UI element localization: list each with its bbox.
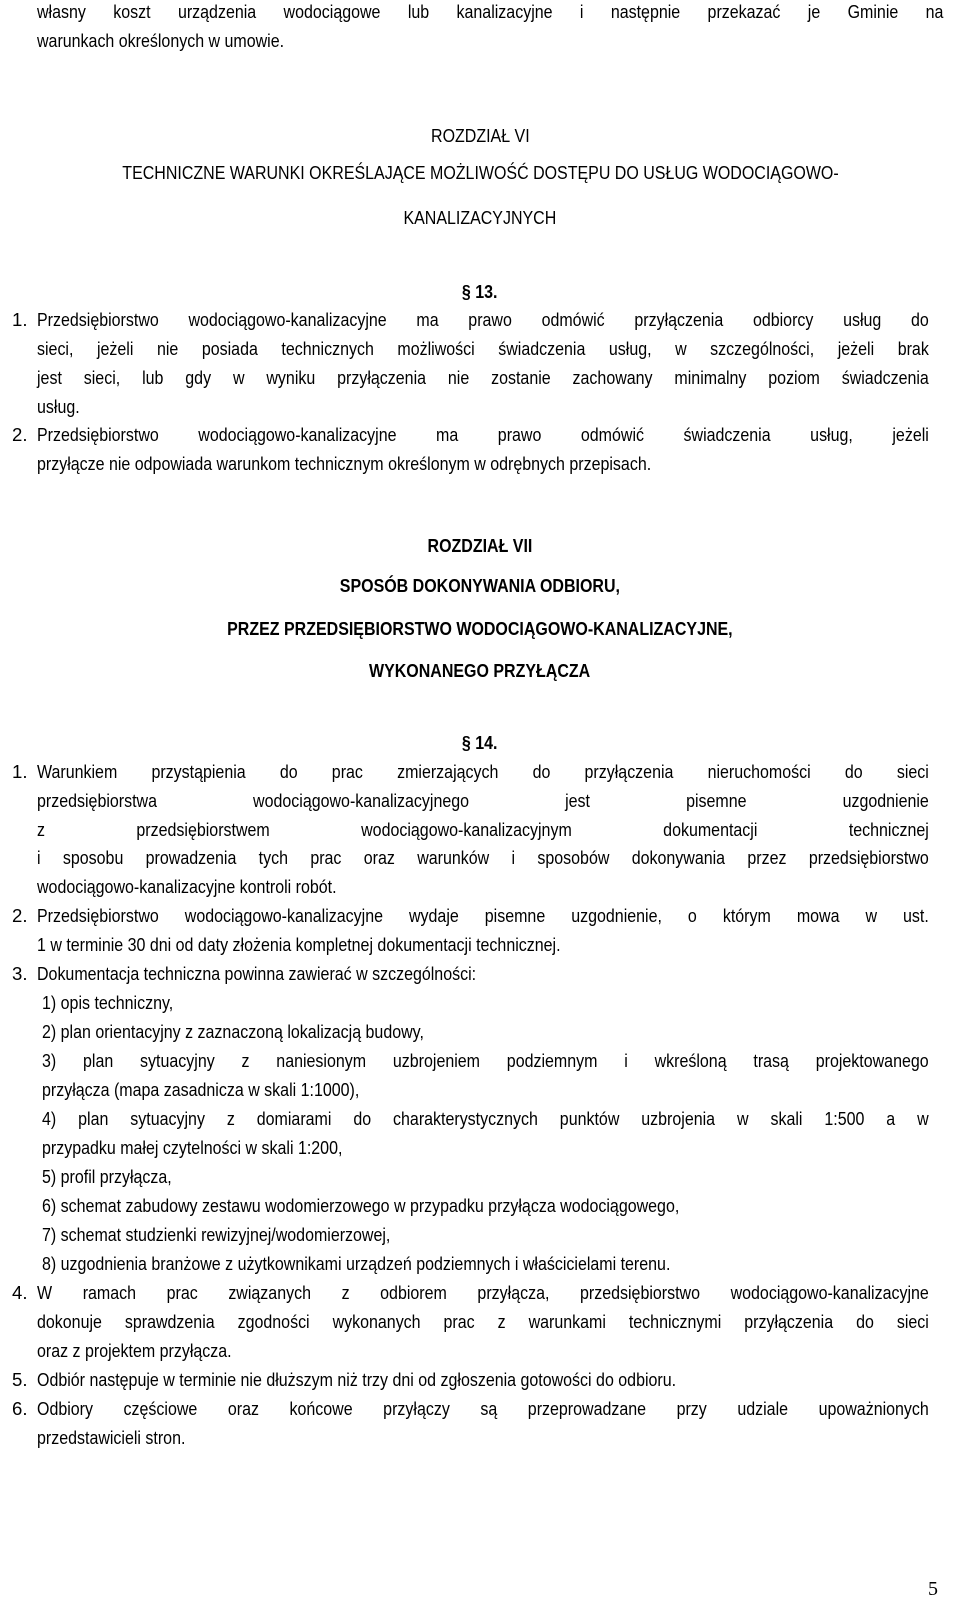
section-14-heading: § 14. <box>462 732 498 753</box>
section-14-para-1-line-5: wodociągowo-kanalizacyjne kontroli robót. <box>37 876 337 897</box>
list-item: 1) opis techniczny, <box>42 992 174 1013</box>
section-13-para-1-line-3: jest sieci, lub gdy w wyniku przyłączenia nie zostanie zachowany minimalny poziom świadczenia <box>37 367 929 388</box>
section-14-para-3-text: Dokumentacja techniczna powinna zawierać w szczególności: <box>37 963 477 984</box>
section-14-para-2-line-2: 1 w terminie 30 dni od daty złożenia kompletnej dokumentacji technicznej. <box>37 934 561 955</box>
section-14-para-4-line-2: dokonuje sprawdzenia zgodności wykonanych prac z warunkami technicznymi przyłączenia do sieci <box>37 1311 929 1332</box>
section-13-para-2-line-1: Przedsiębiorstwo wodociągowo-kanalizacyjne ma prawo odmówić świadczenia usług, jeżeli <box>37 424 929 445</box>
intro-line-1: własny koszt urządzenia wodociągowe lub kanalizacyjne i następnie przekazać je Gminie na <box>37 1 944 22</box>
list-item: 5) profil przyłącza, <box>42 1166 172 1187</box>
list-item: 8) uzgodnienia branżowe z użytkownikami urządzeń podziemnych i właścicielami terenu. <box>42 1253 671 1274</box>
chapter-7-title-line-2: PRZEZ PRZEDSIĘBIORSTWO WODOCIĄGOWO-KANALIZACYJNE, <box>227 618 733 639</box>
list-item-continuation: przyłącza (mapa zasadnicza w skali 1:1000), <box>42 1079 360 1100</box>
section-14-para-1-line-4: i sposobu prowadzenia tych prac oraz warunków i sposobów dokonywania przez przedsiębiorstwo <box>37 847 929 868</box>
list-item: 3) plan sytuacyjny z naniesionym uzbrojeniem podziemnym i wkreśloną trasą projektowanego <box>42 1050 929 1071</box>
section-14-para-4-line-3: oraz z projektem przyłącza. <box>37 1340 232 1361</box>
section-13-para-1-line-4: usług. <box>37 396 80 417</box>
section-13-para-1-number: 1. <box>12 309 28 330</box>
section-14-para-1-number: 1. <box>12 761 28 782</box>
section-14-para-1-line-2: przedsiębiorstwa wodociągowo-kanalizacyjnego jest pisemne uzgodnienie <box>37 790 929 811</box>
section-14-para-2-line-1: Przedsiębiorstwo wodociągowo-kanalizacyjne wydaje pisemne uzgodnienie, o którym mowa w ust. <box>37 905 929 926</box>
list-item-continuation: przypadku małej czytelności w skali 1:200, <box>42 1137 343 1158</box>
section-14-para-6-line-2: przedstawicieli stron. <box>37 1427 186 1448</box>
section-13-heading: § 13. <box>462 281 498 302</box>
section-13-para-1-line-1: Przedsiębiorstwo wodociągowo-kanalizacyjne ma prawo odmówić przyłączenia odbiorcy usług do <box>37 309 929 330</box>
chapter-6-title-line-1: TECHNICZNE WARUNKI OKREŚLAJĄCE MOŻLIWOŚĆ DOSTĘPU DO USŁUG WODOCIĄGOWO- <box>121 162 839 183</box>
section-14-para-5-text: Odbiór następuje w terminie nie dłuższym niż trzy dni od zgłoszenia gotowości do odbioru. <box>37 1369 677 1390</box>
section-13-para-2-line-2: przyłącze nie odpowiada warunkom technicznym określonym w odrębnych przepisach. <box>37 453 652 474</box>
list-item: 7) schemat studzienki rewizyjnej/wodomierzowej, <box>42 1224 391 1245</box>
chapter-7-heading: ROZDZIAŁ VII <box>427 535 533 556</box>
section-13-para-1-line-2: sieci, jeżeli nie posiada technicznych możliwości świadczenia usług, w szczególności, jeżeli brak <box>37 338 929 359</box>
chapter-7-title-line-1: SPOSÓB DOKONYWANIA ODBIORU, <box>339 575 621 596</box>
intro-line-2: warunkach określonych w umowie. <box>37 30 285 51</box>
section-14-para-3-number: 3. <box>12 963 28 984</box>
chapter-6-heading: ROZDZIAŁ VI <box>430 125 530 146</box>
section-14-para-6-number: 6. <box>12 1398 28 1419</box>
chapter-7-title-line-3: WYKONANEGO PRZYŁĄCZA <box>369 660 591 681</box>
list-item: 4) plan sytuacyjny z domiarami do charakterystycznych punktów uzbrojenia w skali 1:500 a w <box>42 1108 929 1129</box>
page-number: 5 <box>928 1578 938 1600</box>
chapter-6-title-line-2: KANALIZACYJNYCH <box>403 207 557 228</box>
section-14-para-2-number: 2. <box>12 905 28 926</box>
list-item: 6) schemat zabudowy zestawu wodomierzowego w przypadku przyłącza wodociągowego, <box>42 1195 680 1216</box>
section-14-para-1-line-3: z przedsiębiorstwem wodociągowo-kanalizacyjnym dokumentacji technicznej <box>37 819 929 840</box>
section-14-para-4-line-1: W ramach prac związanych z odbiorem przyłącza, przedsiębiorstwo wodociągowo-kanalizacyjne <box>37 1282 929 1303</box>
section-14-para-5-number: 5. <box>12 1369 28 1390</box>
section-14-para-4-number: 4. <box>12 1282 28 1303</box>
section-13-para-2-number: 2. <box>12 424 28 445</box>
section-14-para-6-line-1: Odbiory częściowe oraz końcowe przyłączy są przeprowadzane przy udziale upoważnionych <box>37 1398 929 1419</box>
section-14-para-1-line-1: Warunkiem przystąpienia do prac zmierzających do przyłączenia nieruchomości do sieci <box>37 761 929 782</box>
list-item: 2) plan orientacyjny z zaznaczoną lokalizacją budowy, <box>42 1021 424 1042</box>
